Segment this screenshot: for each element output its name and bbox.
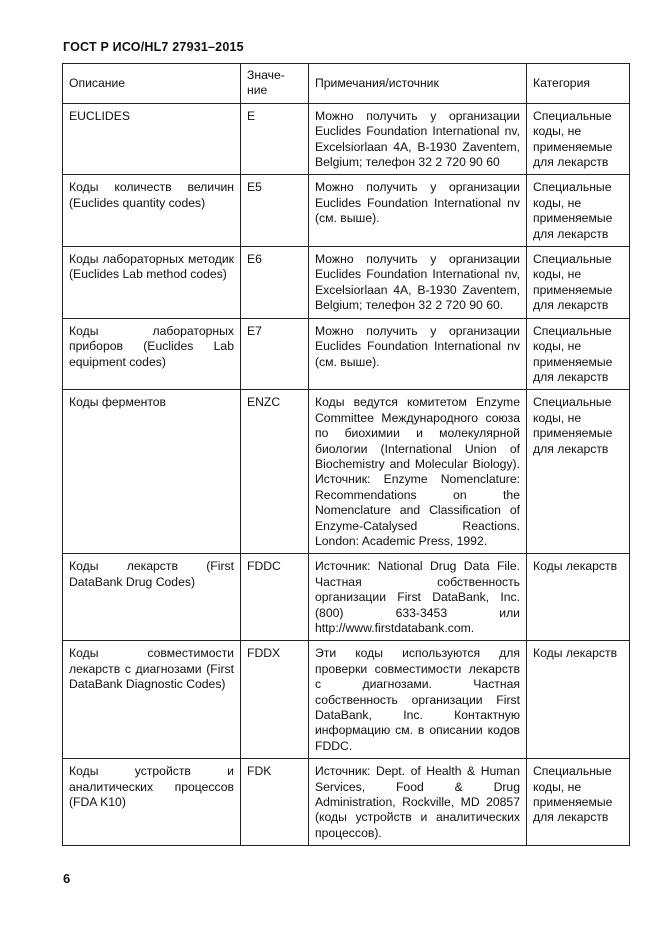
row-category: Специальные коды, не применяемые для лекарств — [527, 318, 630, 390]
row-code: FDK — [241, 759, 309, 846]
row-category: Специальные коды, не применяемые для лекарств — [527, 390, 630, 554]
column-header-value: Значе- ние — [241, 64, 309, 104]
row-category: Специальные коды, не применяемые для лекарств — [527, 175, 630, 247]
row-code: E5 — [241, 175, 309, 247]
row-code: E6 — [241, 247, 309, 319]
row-code: E — [241, 103, 309, 175]
row-note: Можно получить у организации Euclides Foundation International nv (см. выше). — [309, 175, 527, 247]
row-note: Коды ведутся комитетом Enzyme Committee Международного союза по биохимии и молекулярной биологии (International Union of Biochemistry and Molecular Biology). Источник: Enzyme Nomenclature: Recommendations on the Nomenclature and Classification of Enzyme-Catalysed Reactions. London: Academic Press, 1992. — [309, 390, 527, 554]
row-category: Коды лекарств — [527, 641, 630, 759]
column-header-description: Описание — [63, 64, 241, 104]
row-note: Источник: Dept. of Health & Human Services, Food & Drug Administration, Rockville, MD 20857 (коды устройств и аналитических процессов). — [309, 759, 527, 846]
table-row — [63, 318, 630, 390]
row-description: Коды лабораторных приборов (Euclides Lab equipment codes) — [63, 318, 241, 390]
row-category: Специальные коды, не применяемые для лекарств — [527, 103, 630, 175]
table-row — [63, 554, 630, 641]
table-row — [63, 641, 630, 759]
row-description: Коды лекарств (First DataBank Drug Codes) — [63, 554, 241, 641]
row-description: EUCLIDES — [63, 103, 241, 175]
column-header-notes: Примечания/источник — [309, 64, 527, 104]
table-row — [63, 759, 630, 846]
column-header-category: Категория — [527, 64, 630, 104]
row-category: Специальные коды, не применяемые для лекарств — [527, 759, 630, 846]
table-row — [63, 390, 630, 554]
row-description: Коды ферментов — [63, 390, 241, 554]
row-code: E7 — [241, 318, 309, 390]
table-header-row — [63, 64, 630, 104]
row-code: FDDX — [241, 641, 309, 759]
row-description: Коды лабораторных методик (Euclides Lab method codes) — [63, 247, 241, 319]
row-note: Можно получить у организации Euclides Foundation International nv, Excelsiorlaan 4A, B-1930 Zaventem, Belgium; телефон 32 2 720 90 60 — [309, 103, 527, 175]
page-number: 6 — [63, 871, 71, 886]
row-note: Можно получить у организации Euclides Foundation International nv (см. выше). — [309, 318, 527, 390]
table-row — [63, 175, 630, 247]
row-note: Источник: National Drug Data File. Частная собственность организации First DataBank, Inc. (800) 633-3453 или http://www.firstdatabank.com. — [309, 554, 527, 641]
row-code: ENZC — [241, 390, 309, 554]
table-row — [63, 247, 630, 319]
row-description: Коды устройств и аналитических процессов (FDA K10) — [63, 759, 241, 846]
row-description: Коды совместимости лекарств с диагнозами (First DataBank Diagnostic Codes) — [63, 641, 241, 759]
row-note: Можно получить у организации Euclides Foundation International nv, Excelsiorlaan 4A, B-1930 Zaventem, Belgium; телефон 32 2 720 90 60. — [309, 247, 527, 319]
row-description: Коды количеств величин (Euclides quantity codes) — [63, 175, 241, 247]
row-code: FDDC — [241, 554, 309, 641]
row-category: Коды лекарств — [527, 554, 630, 641]
row-category: Специальные коды, не применяемые для лекарств — [527, 247, 630, 319]
table-row — [63, 103, 630, 175]
row-note: Эти коды используются для проверки совместимости лекарств с диагнозами. Частная собственность организации First DataBank, Inc. Контактную информацию см. в описании кодов FDDC. — [309, 641, 527, 759]
document-header: ГОСТ Р ИСО/HL7 27931–2015 — [63, 40, 244, 54]
code-systems-table — [62, 63, 630, 846]
